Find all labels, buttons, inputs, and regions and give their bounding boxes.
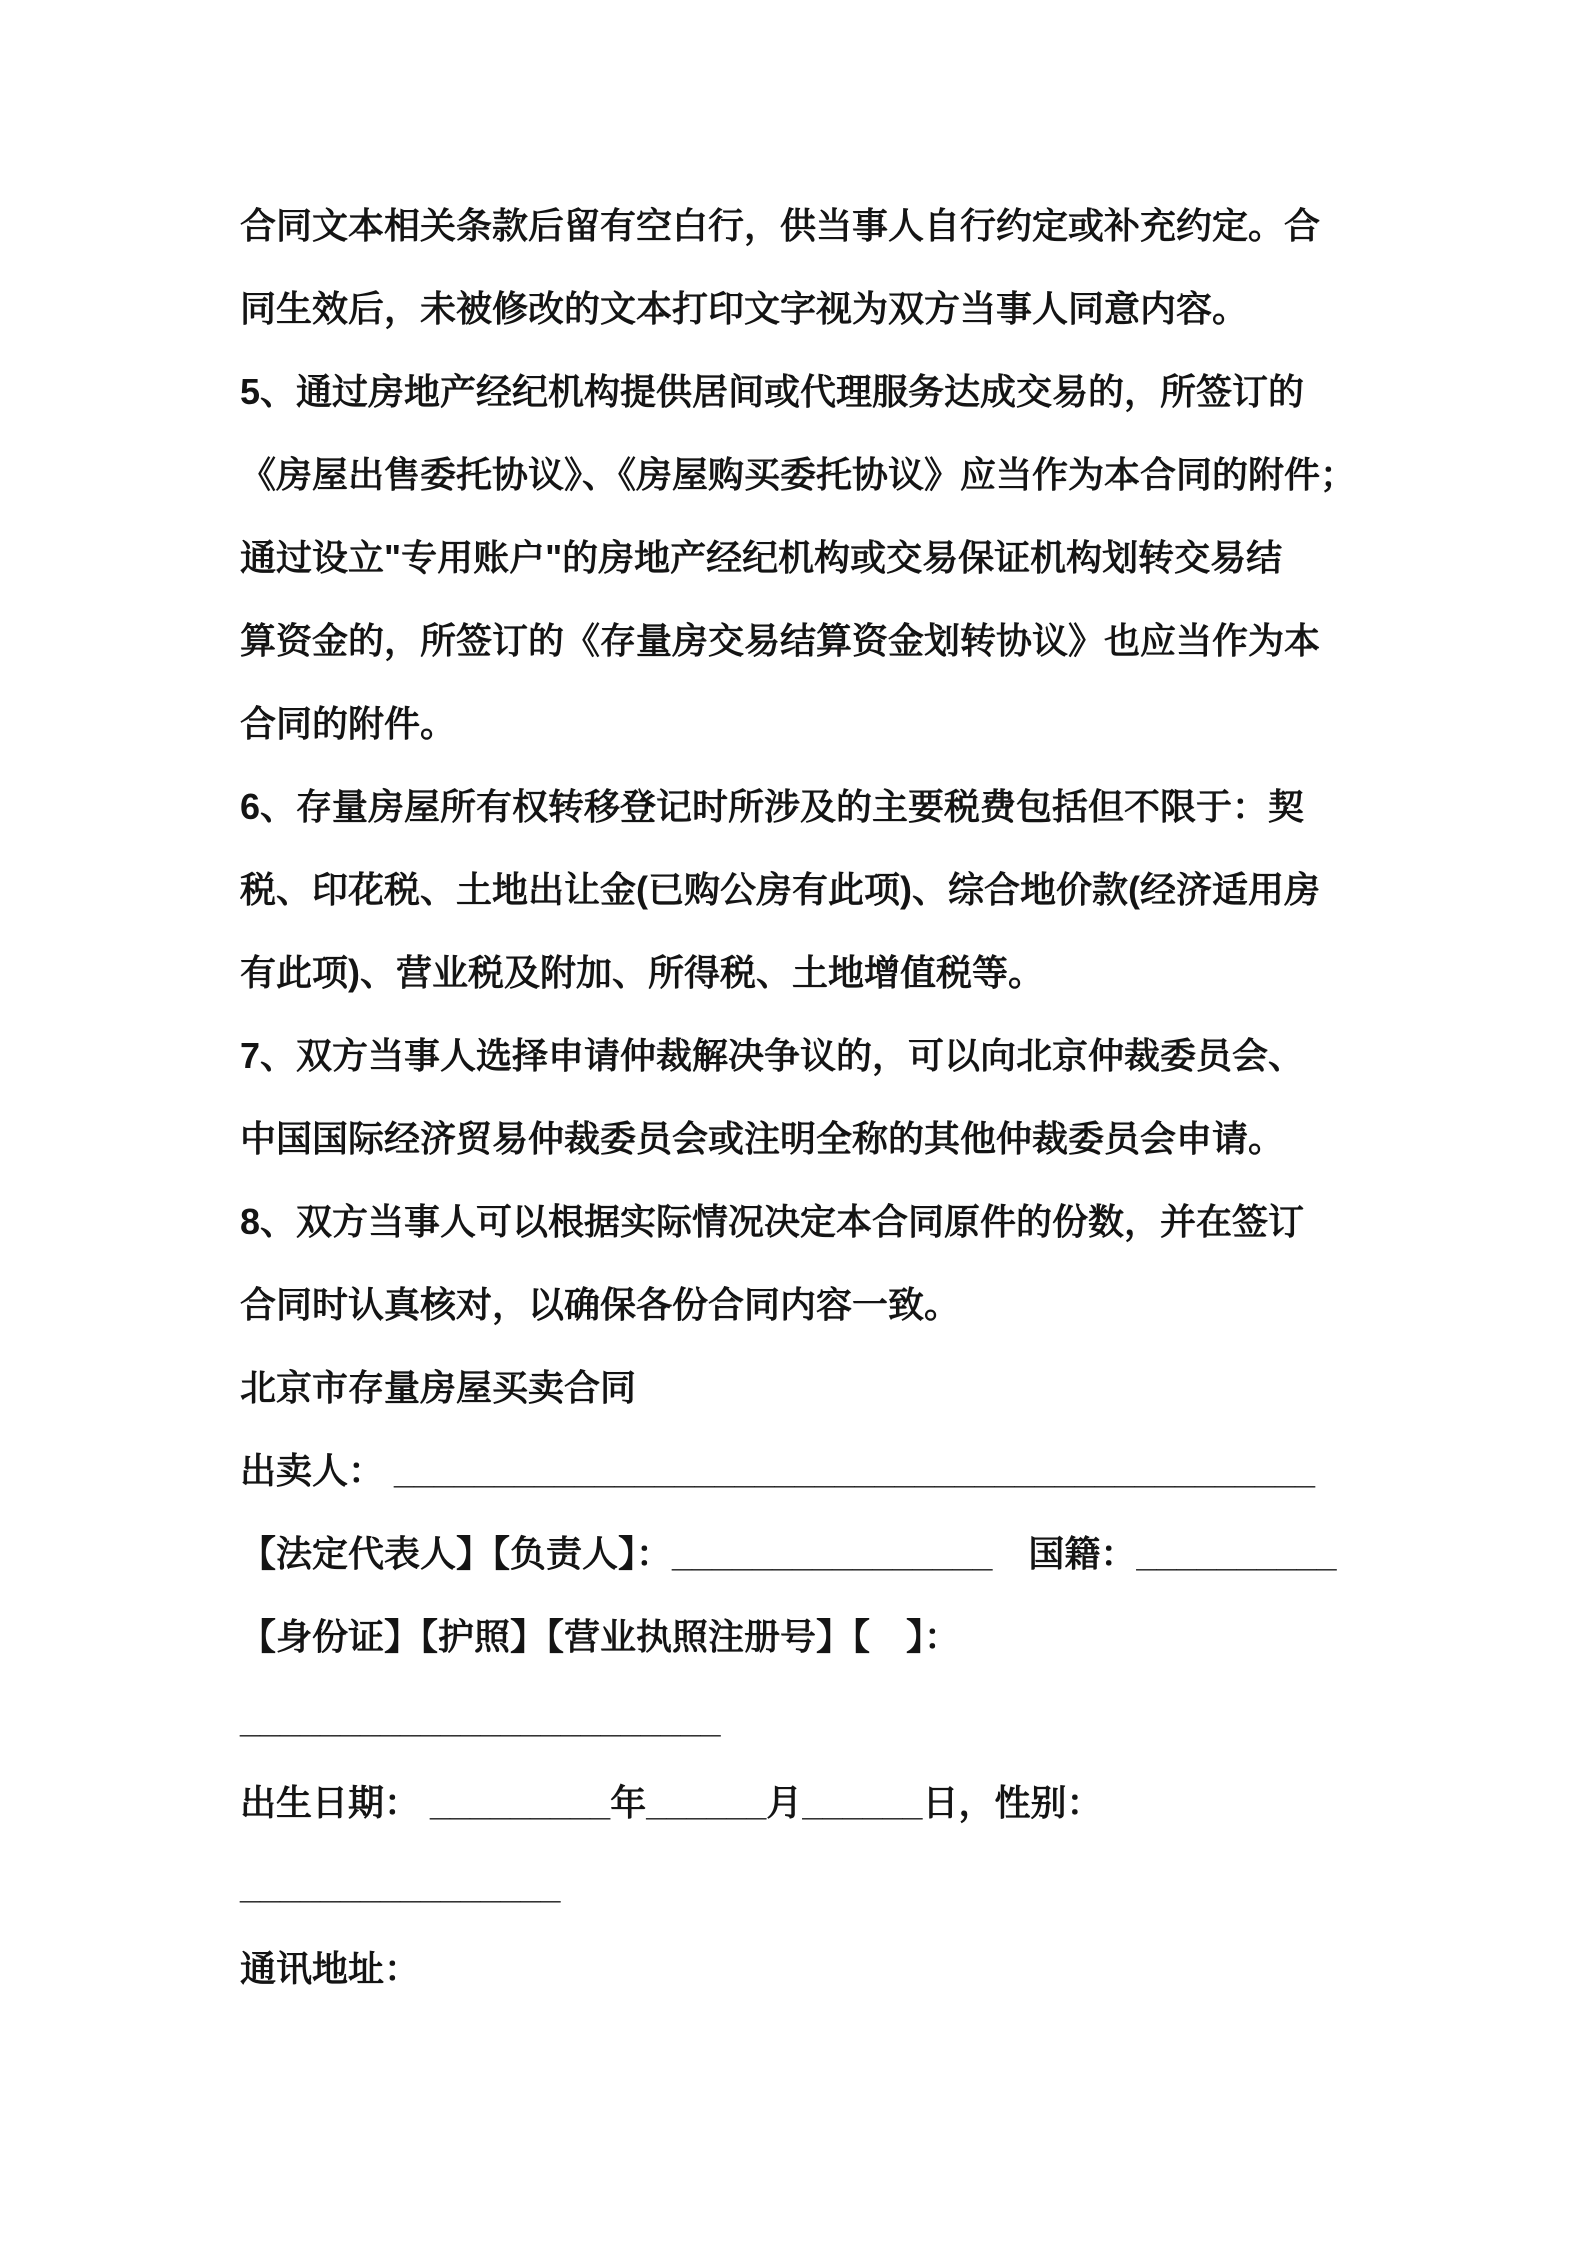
contract-title: 北京市存量房屋买卖合同 [240,1367,637,1408]
clause-6-line-1: 6、存量房屋所有权转移登记时所涉及的主要税费包括但不限于：契 [240,786,1305,827]
clause-continuation-line-2: 同生效后，未被修改的文本打印文字视为双方当事人同意内容。 [240,288,1249,329]
clause-8-line-2: 合同时认真核对，以确保各份合同内容一致。 [240,1284,961,1325]
clause-5-line-3: 通过设立"专用账户"的房地产经纪机构或交易保证机构划转交易结 [240,537,1283,578]
clause-7-line-2: 中国国际经济贸易仲裁委员会或注明全称的其他仲裁委员会申请。 [240,1118,1285,1159]
birth-date-gender-line: 出生日期： _________年______月______日，性别： [240,1782,1103,1823]
id-certificate-line: 【身份证】【护照】【营业执照注册号】【 】： [240,1616,961,1657]
mailing-address-label: 通讯地址： [240,1948,421,1989]
clause-7-line-1: 7、双方当事人选择申请仲裁解决争议的，可以向北京仲裁委员会、 [240,1035,1305,1076]
id-certificate-blank-line: ________________________ [240,1699,721,1740]
seller-field-line: 出卖人： ______________________________________________ [240,1450,1315,1491]
clause-8-line-1: 8、双方当事人可以根据实际情况决定本合同原件的份数，并在签订 [240,1201,1305,1242]
clause-continuation-line-1: 合同文本相关条款后留有空白行，供当事人自行约定或补充约定。合 [240,205,1321,246]
clause-5-line-2: 《房屋出售委托协议》、《房屋购买委托协议》应当作为本合同的附件； [240,454,1357,495]
legal-representative-nationality-line: 【法定代表人】【负责人】：________________ 国籍：__________ [240,1533,1337,1574]
clause-5-line-5: 合同的附件。 [240,703,457,744]
clause-6-line-2: 税、印花税、土地出让金(已购公房有此项)、综合地价款(经济适用房 [240,869,1320,910]
clause-6-line-3: 有此项)、营业税及附加、所得税、土地增值税等。 [240,952,1044,993]
gender-blank-line: ________________ [240,1865,561,1906]
clause-5-line-1: 5、通过房地产经纪机构提供居间或代理服务达成交易的，所签订的 [240,371,1305,412]
clause-5-line-4: 算资金的，所签订的《存量房交易结算资金划转协议》也应当作为本 [240,620,1321,661]
